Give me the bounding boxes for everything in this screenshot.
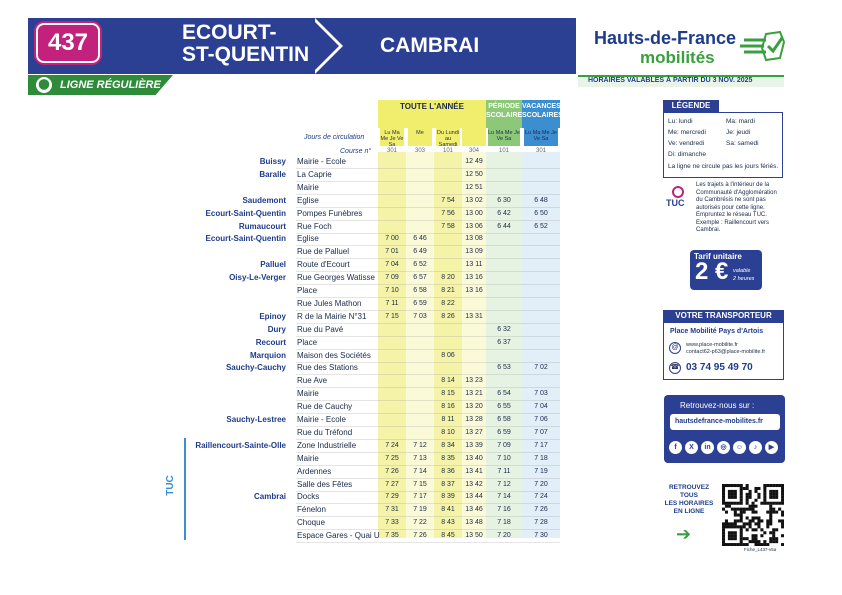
row-divider <box>296 168 560 169</box>
time-cell: 7 03 <box>413 312 427 320</box>
time-cell: 7 14 <box>497 493 511 501</box>
stop-name: Route d'Ecourt <box>297 260 350 270</box>
time-cell: 13 31 <box>465 312 483 320</box>
time-cell: 7 04 <box>385 261 399 269</box>
row-divider <box>296 297 560 298</box>
time-cell: 12 51 <box>465 183 483 191</box>
column-days: Lu Ma Me Je Ve Sa <box>488 128 520 146</box>
row-divider <box>296 336 560 337</box>
time-cell: 7 09 <box>385 274 399 282</box>
stop-name: Eglise <box>297 195 319 205</box>
time-cell: 7 18 <box>497 519 511 527</box>
time-cell: 13 16 <box>465 274 483 282</box>
time-cell: 6 48 <box>534 196 548 204</box>
origin-name-line1: ECOURT- <box>182 21 277 44</box>
course-number: 303 <box>414 148 425 154</box>
tuc-note: Les trajets à l'intérieur de la Communauté d'Agglomération du Cambrésis ne sont pas autorisés pour cette ligne. Empruntez le réseau TUC. Exemple : Raillencourt vers Cambrai. <box>696 182 777 233</box>
legend-ma: Ma: mardi <box>726 118 755 125</box>
carrier-phone[interactable]: 03 74 95 49 70 <box>686 362 753 373</box>
town-name: Cambrai <box>253 492 286 502</box>
stop-name: Rue du Tréfond <box>297 427 353 437</box>
course-number: 101 <box>442 148 453 154</box>
group-header-toute-annee: TOUTE L'ANNÉE <box>400 102 464 111</box>
time-cell: 6 46 <box>413 235 427 243</box>
stop-name: La Caprie <box>297 169 332 179</box>
stop-name: Mairie - Ecole <box>297 415 346 424</box>
legend-holiday-note: La ligne ne circule pas les jours fériés. <box>668 163 779 170</box>
row-divider <box>296 181 560 182</box>
town-name: Dury <box>267 324 286 334</box>
carrier-title: VOTRE TRANSPORTEUR <box>663 310 784 322</box>
stop-name: Eglise <box>297 234 319 244</box>
time-cell: 13 11 <box>465 261 483 269</box>
time-cell: 8 14 <box>441 377 455 385</box>
group-header-periode: PÉRIODE SCOLAIRE <box>486 103 523 119</box>
time-cell: 13 23 <box>465 377 483 385</box>
time-cell: 6 42 <box>497 209 511 217</box>
time-cell: 8 16 <box>441 403 455 411</box>
time-cell: 7 19 <box>413 506 427 514</box>
legend-lu: Lu: lundi <box>668 118 693 125</box>
stop-name: R de la Mairie N°31 <box>297 311 367 321</box>
town-name: Ecourt-Saint-Quentin <box>205 234 286 244</box>
row-divider <box>296 207 560 208</box>
legend-sa: Sa: samedi <box>726 140 759 147</box>
time-cell: 6 37 <box>497 338 511 346</box>
row-divider <box>296 452 560 453</box>
stop-name: Maison des Sociétés <box>297 350 371 360</box>
row-divider <box>296 542 560 543</box>
qr-caption-line: RETROUVEZ <box>668 484 710 491</box>
row-divider <box>296 426 560 427</box>
days-label: Jours de circulation <box>304 134 365 141</box>
legend-ve: Ve: vendredi <box>668 140 705 147</box>
time-cell: 13 00 <box>465 209 483 217</box>
line-type-label: LIGNE RÉGULIÈRE <box>60 79 161 91</box>
time-cell: 12 50 <box>465 170 483 178</box>
facebook-icon[interactable]: f <box>669 441 682 454</box>
carrier-email[interactable]: contact62-p63@place-mobilite.fr <box>686 349 766 355</box>
time-cell: 7 07 <box>534 428 548 436</box>
legend-me: Me: mercredi <box>668 129 706 136</box>
legend-je: Je: jeudi <box>726 129 751 136</box>
origin-name-line2: ST-QUENTIN <box>182 43 310 66</box>
fare-price: 2 € <box>695 258 729 285</box>
row-divider <box>296 323 560 324</box>
time-cell: 13 28 <box>465 416 483 423</box>
time-cell: 8 34 <box>441 441 455 449</box>
time-cell: 7 14 <box>413 467 427 475</box>
qr-caption-line: EN LIGNE <box>673 508 705 515</box>
row-divider <box>296 413 560 414</box>
fare-note1: valable <box>733 268 751 274</box>
snapchat-icon[interactable]: ☺ <box>733 441 746 454</box>
stop-name: Mairie - Ecole <box>297 157 346 166</box>
time-cell: 8 36 <box>441 467 455 475</box>
time-cell: 7 09 <box>497 441 511 449</box>
column-days: Me <box>408 128 432 146</box>
town-name: Oisy-Le-Verger <box>229 273 286 283</box>
time-cell: 7 33 <box>385 519 399 527</box>
time-cell: 7 35 <box>385 532 399 540</box>
town-name: Palluel <box>260 260 286 270</box>
town-name: Rumaucourt <box>238 221 286 231</box>
bus-icon: ⬤ <box>36 77 52 93</box>
column-days: Lu Ma Me Je Ve Sa <box>524 128 558 146</box>
column-days: Du Lundi au Samedi <box>436 130 460 148</box>
carrier-website[interactable]: www.place-mobilite.fr <box>686 342 738 348</box>
time-cell: 7 12 <box>497 480 511 488</box>
row-divider <box>296 284 560 285</box>
town-name: Saudemont <box>242 195 286 205</box>
time-cell: 13 39 <box>465 441 483 449</box>
time-cell: 7 26 <box>385 467 399 475</box>
row-divider <box>296 439 560 440</box>
time-cell: 13 27 <box>465 428 483 436</box>
time-cell: 6 58 <box>497 416 511 423</box>
stop-name: Rue de Palluel <box>297 247 350 257</box>
time-cell: 7 20 <box>534 480 548 488</box>
x-icon[interactable]: X <box>685 441 698 454</box>
stop-name: Rue Ave <box>297 376 328 386</box>
time-cell: 6 52 <box>534 222 548 230</box>
time-cell: 7 17 <box>413 493 427 501</box>
time-cell: 8 11 <box>441 416 455 423</box>
time-cell: 8 21 <box>441 287 455 294</box>
time-cell: 7 56 <box>441 209 455 217</box>
time-cell: 6 49 <box>413 248 427 256</box>
row-divider <box>296 349 560 350</box>
time-cell: 8 20 <box>441 274 455 282</box>
row-divider <box>296 220 560 221</box>
time-cell: 6 44 <box>497 222 511 230</box>
row-divider <box>296 362 560 363</box>
row-divider <box>296 374 560 375</box>
time-cell: 8 15 <box>441 390 455 398</box>
stop-name: Espace Gares - Quai U <box>297 531 380 541</box>
social-title: Retrouvez-nous sur : <box>680 401 755 410</box>
time-cell: 7 12 <box>413 441 427 449</box>
time-cell: 7 27 <box>385 480 399 488</box>
stop-name: Pompes Funèbres <box>297 208 363 218</box>
time-cell: 7 24 <box>385 441 399 449</box>
time-cell: 6 58 <box>413 287 427 294</box>
time-cell: 13 40 <box>465 454 483 462</box>
carrier-name: Place Mobilité Pays d'Artois <box>670 328 764 335</box>
stop-name: Rue Georges Watisse <box>297 273 375 283</box>
time-cell: 6 54 <box>497 390 511 398</box>
column-days <box>462 128 486 146</box>
time-cell: 7 19 <box>534 467 548 475</box>
row-divider <box>296 387 560 388</box>
time-cell: 6 53 <box>497 364 511 372</box>
phone-icon: ☎ <box>669 362 681 374</box>
time-cell: 7 13 <box>413 454 427 462</box>
course-number: 304 <box>468 148 479 154</box>
arrow-right-icon: ➔ <box>676 524 692 544</box>
info-icon: @ <box>669 342 681 354</box>
time-cell: 7 18 <box>534 454 548 462</box>
time-cell: 13 46 <box>465 506 483 514</box>
time-cell: 7 10 <box>385 287 399 294</box>
time-cell: 6 32 <box>497 325 511 333</box>
validity-date: HORAIRES VALABLES À PARTIR DU 3 NOV. 2025 <box>588 77 753 84</box>
time-cell: 7 28 <box>534 519 548 527</box>
stop-name: Mairie <box>297 453 319 463</box>
stop-name: Place <box>297 286 318 295</box>
time-cell: 7 06 <box>534 416 548 423</box>
course-number: 301 <box>386 148 397 154</box>
time-cell: 7 16 <box>497 506 511 514</box>
time-cell: 12 49 <box>465 158 483 165</box>
time-cell: 7 30 <box>534 532 548 540</box>
row-divider <box>296 529 560 530</box>
time-cell: 7 15 <box>413 480 427 488</box>
time-cell: 8 39 <box>441 493 455 501</box>
time-cell: 7 20 <box>497 532 511 540</box>
town-name: Buissy <box>259 157 286 166</box>
linkedin-icon[interactable]: in <box>701 441 714 454</box>
time-cell: 8 22 <box>441 299 455 307</box>
legend-di: Di: dimanche <box>668 151 706 158</box>
time-cell: 6 55 <box>497 403 511 411</box>
time-cell: 8 43 <box>441 519 455 527</box>
town-name: Recourt <box>255 337 286 347</box>
stop-name: Rue du Pavé <box>297 324 344 334</box>
stop-name: Choque <box>297 518 326 528</box>
qr-caption-line: LES HORAIRES <box>664 500 714 507</box>
header-chevron <box>311 18 339 74</box>
time-cell: 13 02 <box>465 196 483 204</box>
time-cell: 7 01 <box>385 248 399 256</box>
time-cell: 13 41 <box>465 467 483 475</box>
time-cell: 7 26 <box>534 506 548 514</box>
time-cell: 13 08 <box>465 235 483 243</box>
course-number: 101 <box>498 148 509 154</box>
youtube-icon[interactable]: ▶ <box>765 441 778 454</box>
time-cell: 6 57 <box>413 274 427 282</box>
brand-name-line1: Hauts-de-France <box>594 28 737 48</box>
qr-caption <box>660 484 718 516</box>
time-cell: 13 20 <box>465 403 483 411</box>
time-cell: 8 10 <box>441 428 455 436</box>
row-divider <box>296 310 560 311</box>
row-divider <box>296 400 560 401</box>
time-cell: 7 00 <box>385 235 399 243</box>
brand-name-line2: mobilités <box>640 48 715 67</box>
time-cell: 6 59 <box>497 428 511 436</box>
time-cell: 13 48 <box>465 519 483 527</box>
time-cell: 13 21 <box>465 390 483 398</box>
row-divider <box>296 478 560 479</box>
time-cell: 7 02 <box>534 364 548 372</box>
stop-name: Rue Foch <box>297 221 332 231</box>
legend-title: LÉGENDE <box>663 100 719 112</box>
time-cell: 6 50 <box>534 209 548 217</box>
stop-name: Rue des Stations <box>297 363 358 373</box>
time-cell: 7 03 <box>534 390 548 398</box>
brand-logo-icon <box>736 28 786 64</box>
time-cell: 6 30 <box>497 196 511 204</box>
stop-name: Fénelon <box>297 505 326 515</box>
line-number-badge: 437 <box>36 23 100 63</box>
row-divider <box>296 516 560 517</box>
tiktok-icon[interactable]: ♪ <box>749 441 762 454</box>
stop-name: Rue de Cauchy <box>297 402 353 412</box>
destination-name: CAMBRAI <box>380 34 480 57</box>
town-name: Sauchy-Cauchy <box>225 363 286 373</box>
row-divider <box>296 491 560 492</box>
tuc-logo-icon <box>672 186 684 198</box>
group-header-vacances: VACANCES SCOLAIRES <box>522 103 563 119</box>
time-cell: 13 50 <box>465 532 483 540</box>
time-cell: 8 35 <box>441 454 455 462</box>
row-divider <box>296 258 560 259</box>
time-cell: 7 15 <box>385 312 399 320</box>
time-cell: 13 16 <box>465 287 483 294</box>
stop-name: Docks <box>297 492 320 502</box>
stop-name: Zone Industrielle <box>297 440 357 450</box>
stop-name: Mairie <box>297 389 319 399</box>
row-divider <box>296 503 560 504</box>
qr-code[interactable] <box>722 484 784 546</box>
instagram-icon[interactable]: ◎ <box>717 441 730 454</box>
stop-name: Rue Jules Mathon <box>297 298 362 308</box>
time-cell: 6 59 <box>413 299 427 307</box>
tuc-bracket <box>184 438 186 540</box>
time-cell: 6 52 <box>413 261 427 269</box>
stop-name: Place <box>297 337 318 347</box>
stop-name: Salle des Fêtes <box>297 479 353 489</box>
time-cell: 7 26 <box>413 532 427 540</box>
time-cell: 7 22 <box>413 519 427 527</box>
time-cell: 13 09 <box>465 248 483 256</box>
row-divider <box>296 245 560 246</box>
time-cell: 7 54 <box>441 196 455 204</box>
qr-caption-line: TOUS <box>680 492 698 499</box>
town-name: Epinoy <box>259 311 286 321</box>
fare-note2: 2 heures <box>733 276 755 282</box>
time-cell: 8 37 <box>441 480 455 488</box>
tuc-logo-text: TUC <box>666 198 685 208</box>
social-url[interactable]: hautsdefrance-mobilites.fr <box>675 418 763 425</box>
course-number: 301 <box>535 148 546 154</box>
tuc-logo <box>666 186 690 210</box>
time-cell: 7 29 <box>385 493 399 501</box>
row-divider <box>296 194 560 195</box>
town-name: Baralle <box>259 169 286 179</box>
course-label: Course n° <box>340 148 372 155</box>
time-cell: 7 10 <box>497 454 511 462</box>
time-cell: 13 06 <box>465 222 483 230</box>
time-cell: 8 45 <box>441 532 455 540</box>
row-divider <box>296 233 560 234</box>
row-divider <box>296 271 560 272</box>
time-cell: 8 06 <box>441 351 455 359</box>
qr-pattern <box>722 484 784 546</box>
column-days: Lu Ma Me Je Ve Sa <box>380 130 404 148</box>
time-cell: 7 58 <box>441 222 455 230</box>
town-name: Ecourt-Saint-Quentin <box>205 208 286 218</box>
town-name: Marquion <box>250 350 286 360</box>
time-cell: 13 44 <box>465 493 483 501</box>
stop-name: Ardennes <box>297 466 332 476</box>
qr-code-id: Fiche_L437-v5a <box>744 547 777 552</box>
tuc-label: TUC <box>164 475 176 496</box>
stop-name: Mairie <box>297 182 319 192</box>
time-cell: 7 24 <box>534 493 548 501</box>
time-cell: 7 11 <box>497 467 511 475</box>
town-name: Sauchy-Lestree <box>226 415 286 424</box>
time-cell: 7 17 <box>534 441 548 449</box>
time-cell: 8 41 <box>441 506 455 514</box>
fare-label: Tarif unitaire <box>694 252 742 261</box>
time-cell: 7 31 <box>385 506 399 514</box>
time-cell: 13 42 <box>465 480 483 488</box>
time-cell: 7 11 <box>385 299 399 307</box>
time-cell: 8 26 <box>441 312 455 320</box>
town-name: Raillencourt-Sainte-Olle <box>195 440 286 450</box>
row-divider <box>296 465 560 466</box>
time-cell: 7 25 <box>385 454 399 462</box>
time-cell: 7 04 <box>534 403 548 411</box>
